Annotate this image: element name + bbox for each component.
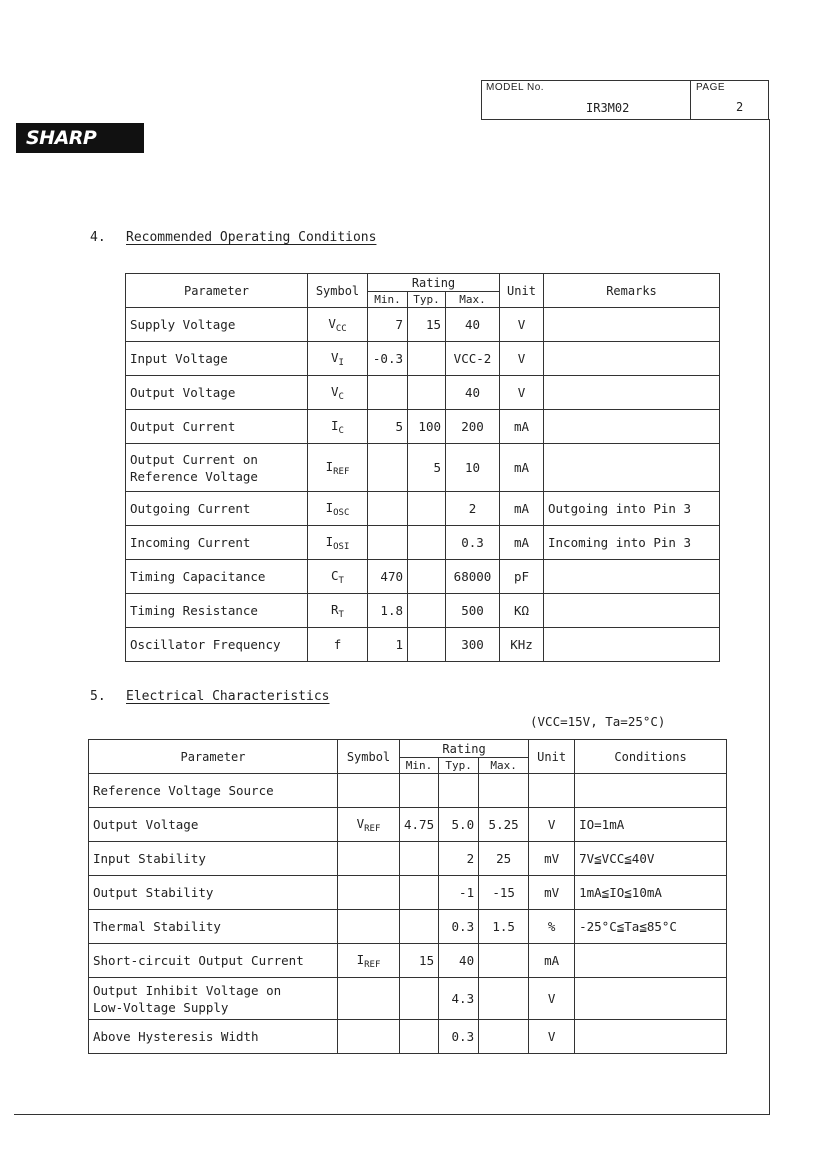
max-cell: VCC-2 [446, 342, 500, 376]
min-cell: 5 [368, 410, 408, 444]
conditions-cell [575, 944, 727, 978]
col-max: Max. [446, 292, 500, 308]
table-row [126, 628, 720, 662]
min-cell [400, 910, 439, 944]
typ-cell: 2 [439, 842, 479, 876]
table-row [126, 526, 720, 560]
symbol-cell: $V_{CC}$ [308, 308, 368, 342]
max-cell: 2 [446, 492, 500, 526]
col-symbol: Symbol [338, 740, 400, 774]
col-parameter: Parameter [89, 740, 338, 774]
max-cell [479, 1020, 529, 1054]
unit-cell: V [500, 308, 544, 342]
unit-cell: KHz [500, 628, 544, 662]
symbol-cell [338, 910, 400, 944]
symbol-cell: f [308, 628, 368, 662]
remarks-cell [544, 560, 720, 594]
min-cell: 470 [368, 560, 408, 594]
typ-cell: 4.3 [439, 978, 479, 1020]
max-cell: 1.5 [479, 910, 529, 944]
table-row [89, 944, 727, 978]
typ-cell: 40 [439, 944, 479, 978]
symbol-cell [338, 876, 400, 910]
conditions-cell: -25°C≦Ta≦85°C [575, 910, 727, 944]
col-remarks: Remarks [544, 274, 720, 308]
remarks-cell [544, 410, 720, 444]
max-cell: 40 [446, 376, 500, 410]
unit-cell: V [529, 978, 575, 1020]
max-cell: 300 [446, 628, 500, 662]
page-label: PAGE [696, 82, 726, 93]
table-header-row [126, 274, 720, 292]
parameter-cell: Output Voltage [126, 376, 308, 410]
table-row [126, 560, 720, 594]
col-max: Max. [479, 758, 529, 774]
recommended-conditions-table [125, 273, 720, 662]
parameter-cell: Above Hysteresis Width [89, 1020, 338, 1054]
typ-cell: 5.0 [439, 808, 479, 842]
table-row [89, 774, 727, 808]
table-header-row [89, 740, 727, 758]
unit-cell: V [529, 808, 575, 842]
remarks-cell: Outgoing into Pin 3 [544, 492, 720, 526]
model-label: MODEL No. [486, 82, 545, 93]
table-row [126, 594, 720, 628]
conditions-cell: 7V≦VCC≦40V [575, 842, 727, 876]
symbol-cell: $I_{REF}$ [308, 444, 368, 492]
unit-cell: mA [529, 944, 575, 978]
parameter-cell: Short-circuit Output Current [89, 944, 338, 978]
table-row [126, 410, 720, 444]
col-typ: Typ. [408, 292, 446, 308]
table-row [126, 308, 720, 342]
min-cell: 7 [368, 308, 408, 342]
parameter-cell: Oscillator Frequency [126, 628, 308, 662]
min-cell [400, 1020, 439, 1054]
min-cell: 15 [400, 944, 439, 978]
table-row [126, 444, 720, 492]
remarks-cell [544, 594, 720, 628]
symbol-cell: $V_{REF}$ [338, 808, 400, 842]
symbol-cell [338, 1020, 400, 1054]
test-conditions-note: (VCC=15V, Ta=25°C) [530, 714, 666, 729]
parameter-cell: Thermal Stability [89, 910, 338, 944]
unit-cell [529, 774, 575, 808]
electrical-characteristics-table [88, 739, 727, 1054]
typ-cell [408, 526, 446, 560]
parameter-cell: Output Current on Reference Voltage [126, 444, 308, 492]
unit-cell: % [529, 910, 575, 944]
col-unit: Unit [529, 740, 575, 774]
remarks-cell [544, 628, 720, 662]
max-cell: 40 [446, 308, 500, 342]
symbol-cell: $V_I$ [308, 342, 368, 376]
table-row [126, 492, 720, 526]
unit-cell: KΩ [500, 594, 544, 628]
conditions-cell [575, 1020, 727, 1054]
min-cell: -0.3 [368, 342, 408, 376]
sharp-logo: SHARP [16, 123, 144, 153]
min-cell [368, 376, 408, 410]
min-cell: 1.8 [368, 594, 408, 628]
typ-cell [408, 628, 446, 662]
min-cell [368, 526, 408, 560]
min-cell [400, 978, 439, 1020]
unit-cell: V [500, 342, 544, 376]
symbol-cell [338, 774, 400, 808]
min-cell: 4.75 [400, 808, 439, 842]
table-row [126, 342, 720, 376]
max-cell [479, 774, 529, 808]
max-cell [479, 978, 529, 1020]
parameter-cell: Output Stability [89, 876, 338, 910]
table-row [126, 376, 720, 410]
symbol-cell: $I_{OSC}$ [308, 492, 368, 526]
typ-cell: 100 [408, 410, 446, 444]
model-number: IR3M02 [586, 101, 630, 115]
min-cell [400, 842, 439, 876]
remarks-cell [544, 376, 720, 410]
section-4-heading [90, 230, 376, 245]
typ-cell: 0.3 [439, 1020, 479, 1054]
max-cell: 500 [446, 594, 500, 628]
conditions-cell [575, 774, 727, 808]
table-row [89, 1020, 727, 1054]
unit-cell: pF [500, 560, 544, 594]
unit-cell: mV [529, 842, 575, 876]
typ-cell [439, 774, 479, 808]
remarks-cell [544, 308, 720, 342]
symbol-cell: $C_T$ [308, 560, 368, 594]
section-5-heading [90, 689, 330, 704]
max-cell: 10 [446, 444, 500, 492]
conditions-cell: 1mA≦IO≦10mA [575, 876, 727, 910]
page-number: 2 [736, 100, 744, 114]
unit-cell: mA [500, 410, 544, 444]
section-4-number: 4. [90, 230, 106, 245]
typ-cell [408, 560, 446, 594]
col-parameter: Parameter [126, 274, 308, 308]
max-cell: 5.25 [479, 808, 529, 842]
symbol-cell [338, 978, 400, 1020]
typ-cell: 0.3 [439, 910, 479, 944]
parameter-cell: Output Inhibit Voltage on Low-Voltage Supply [89, 978, 338, 1020]
col-rating: Rating [368, 274, 500, 292]
table-row [89, 808, 727, 842]
remarks-cell [544, 342, 720, 376]
table-row [89, 910, 727, 944]
col-rating: Rating [400, 740, 529, 758]
min-cell [400, 774, 439, 808]
unit-cell: mA [500, 492, 544, 526]
symbol-cell [338, 842, 400, 876]
parameter-cell: Supply Voltage [126, 308, 308, 342]
col-min: Min. [400, 758, 439, 774]
symbol-cell: $R_T$ [308, 594, 368, 628]
max-cell: 68000 [446, 560, 500, 594]
max-cell: 25 [479, 842, 529, 876]
conditions-cell: IO=1mA [575, 808, 727, 842]
table-row [89, 978, 727, 1020]
col-typ: Typ. [439, 758, 479, 774]
section-4-title: Recommended Operating Conditions [126, 230, 377, 245]
typ-cell [408, 594, 446, 628]
remarks-cell [544, 444, 720, 492]
table-row [89, 842, 727, 876]
min-cell [368, 444, 408, 492]
col-conditions: Conditions [575, 740, 727, 774]
section-5-number: 5. [90, 689, 106, 704]
model-page-box [481, 80, 769, 120]
unit-cell: V [500, 376, 544, 410]
max-cell: 200 [446, 410, 500, 444]
unit-cell: mV [529, 876, 575, 910]
header-divider [690, 81, 691, 119]
max-cell: -15 [479, 876, 529, 910]
unit-cell: mA [500, 526, 544, 560]
parameter-cell: Output Voltage [89, 808, 338, 842]
unit-cell: mA [500, 444, 544, 492]
typ-cell: -1 [439, 876, 479, 910]
max-cell: 0.3 [446, 526, 500, 560]
symbol-cell: $I_{OSI}$ [308, 526, 368, 560]
col-symbol: Symbol [308, 274, 368, 308]
section-5-title: Electrical Characteristics [126, 689, 330, 704]
typ-cell [408, 376, 446, 410]
parameter-cell: Incoming Current [126, 526, 308, 560]
unit-cell: V [529, 1020, 575, 1054]
typ-cell [408, 492, 446, 526]
min-cell [368, 492, 408, 526]
parameter-cell: Outgoing Current [126, 492, 308, 526]
parameter-cell: Output Current [126, 410, 308, 444]
symbol-cell: $I_C$ [308, 410, 368, 444]
table-row [89, 876, 727, 910]
min-cell: 1 [368, 628, 408, 662]
parameter-cell: Input Stability [89, 842, 338, 876]
typ-cell: 5 [408, 444, 446, 492]
max-cell [479, 944, 529, 978]
symbol-cell: $V_C$ [308, 376, 368, 410]
typ-cell [408, 342, 446, 376]
parameter-cell: Timing Resistance [126, 594, 308, 628]
conditions-cell [575, 978, 727, 1020]
col-min: Min. [368, 292, 408, 308]
parameter-cell: Reference Voltage Source [89, 774, 338, 808]
col-unit: Unit [500, 274, 544, 308]
remarks-cell: Incoming into Pin 3 [544, 526, 720, 560]
typ-cell: 15 [408, 308, 446, 342]
parameter-cell: Input Voltage [126, 342, 308, 376]
parameter-cell: Timing Capacitance [126, 560, 308, 594]
symbol-cell: $I_{REF}$ [338, 944, 400, 978]
min-cell [400, 876, 439, 910]
